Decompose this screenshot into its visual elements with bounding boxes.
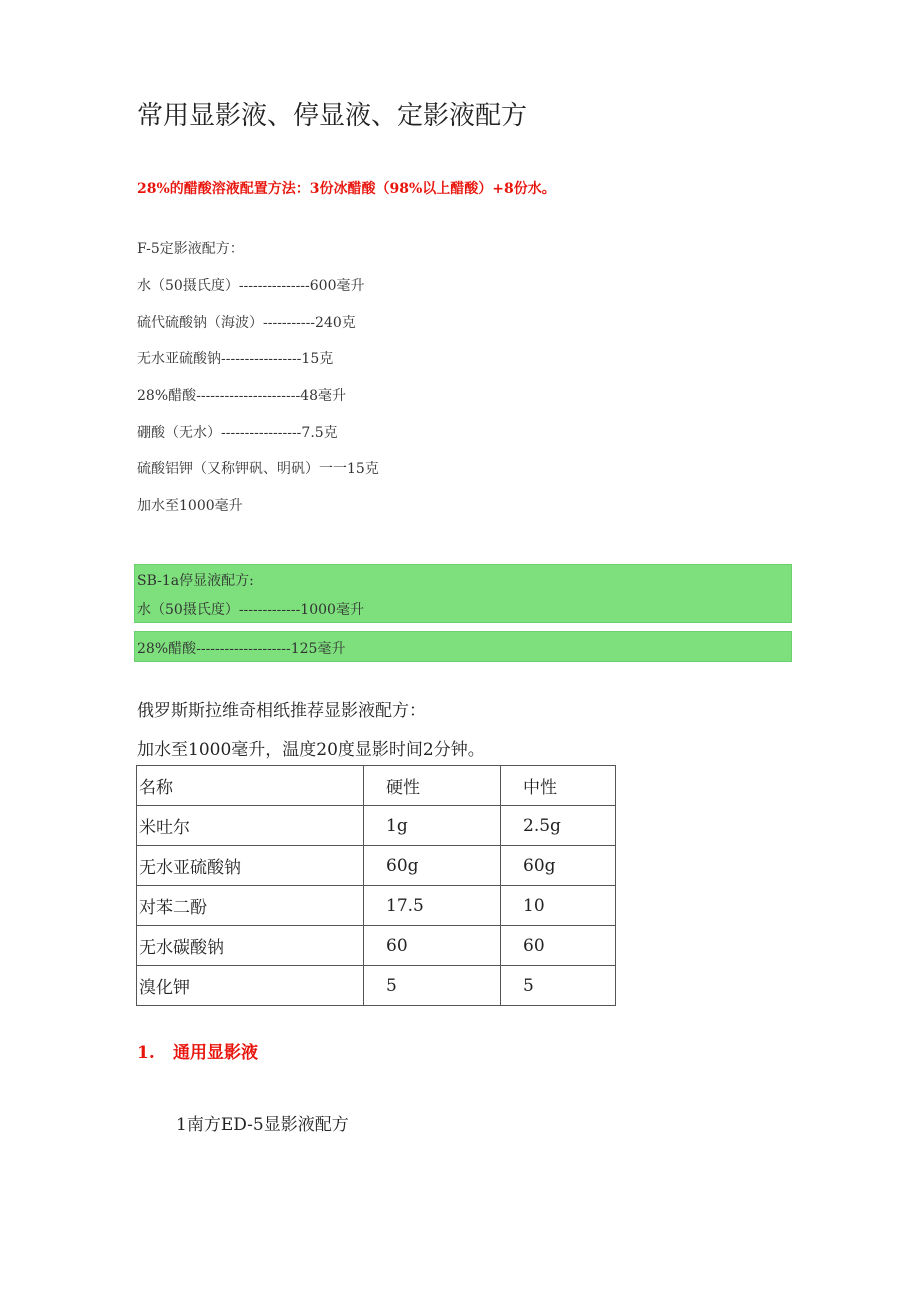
- f5-line: 硫代硫酸钠（海波）-----------240克: [137, 315, 356, 331]
- table-cell: 10: [501, 886, 616, 926]
- table-header-cell: 中性: [501, 766, 616, 806]
- f5-line: 无水亚硫酸钠-----------------15克: [137, 351, 334, 367]
- f5-heading: F-5定影液配方：: [137, 241, 244, 257]
- table-header-cell: 名称: [137, 766, 364, 806]
- russian-instructions: 加水至1000毫升，温度20度显影时间2分钟。: [137, 740, 485, 760]
- table-cell: 无水碳酸钠: [137, 926, 364, 966]
- acetic-acid-note: 28%的醋酸溶液配置方法：3份冰醋酸（98%以上醋酸）+8份水。: [137, 181, 556, 197]
- table-row: [137, 846, 616, 886]
- table-cell: 1g: [364, 806, 501, 846]
- table-row: [137, 886, 616, 926]
- table-row: [137, 806, 616, 846]
- section-title: 通用显影液: [173, 1043, 258, 1063]
- page-title: 常用显影液、停显液、定影液配方: [137, 101, 528, 131]
- table-cell: 对苯二酚: [137, 886, 364, 926]
- f5-line: 硫酸铝钾（又称钾矾、明矾）一一15克: [137, 461, 379, 477]
- table-cell: 17.5: [364, 886, 501, 926]
- table-header-row: [137, 766, 616, 806]
- sb1a-highlight-box-2: [134, 631, 792, 662]
- table-cell: 60g: [364, 846, 501, 886]
- table-cell: 60g: [501, 846, 616, 886]
- sb1a-highlight-box: [134, 564, 792, 623]
- table-cell: 60: [501, 926, 616, 966]
- section-number: 1.: [137, 1043, 155, 1063]
- f5-line: 硼酸（无水）-----------------7.5克: [137, 425, 338, 441]
- table-cell: 溴化钾: [137, 966, 364, 1006]
- table-cell: 60: [364, 926, 501, 966]
- table-cell: 5: [501, 966, 616, 1006]
- table-header-cell: 硬性: [364, 766, 501, 806]
- table-cell: 米吐尔: [137, 806, 364, 846]
- developer-formula-table: [136, 765, 616, 1006]
- sb1a-line: 水（50摄氏度）-------------1000毫升: [137, 602, 364, 618]
- table-cell: 2.5g: [501, 806, 616, 846]
- table-row: [137, 926, 616, 966]
- table-cell: 5: [364, 966, 501, 1006]
- russian-intro: 俄罗斯斯拉维奇相纸推荐显影液配方：: [137, 701, 426, 721]
- f5-line: 28%醋酸----------------------48毫升: [137, 388, 347, 404]
- table-cell: 无水亚硫酸钠: [137, 846, 364, 886]
- sb1a-heading: SB-1a停显液配方:: [137, 573, 254, 589]
- f5-line: 水（50摄氏度）---------------600毫升: [137, 278, 365, 294]
- sb1a-line: 28%醋酸--------------------125毫升: [137, 641, 346, 657]
- subsection-heading: 1南方ED-5显影液配方: [176, 1115, 349, 1135]
- f5-line: 加水至1000毫升: [137, 498, 243, 514]
- section-heading: [137, 1038, 258, 1063]
- table-row: [137, 966, 616, 1006]
